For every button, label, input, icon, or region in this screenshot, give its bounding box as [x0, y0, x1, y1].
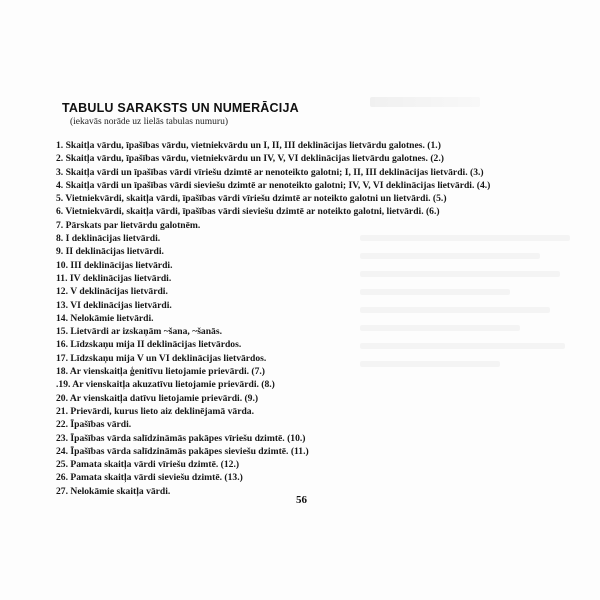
list-item: 15. Lietvārdi ar izskaņām ~šana, ~šanās.: [56, 326, 222, 338]
list-item: 16. Līdzskaņu mija II deklinācijas lietvārdos.: [56, 339, 242, 351]
page-title: TABULU SARAKSTS UN NUMERĀCIJA: [62, 101, 299, 115]
list-item: 4. Skaitļa vārdi un īpašības vārdi sieviešu dzimtē ar nenoteikto galotni; IV, V, VI deklinācijas lietvārdi. (4.): [56, 179, 491, 191]
table-list: [56, 139, 556, 498]
list-item: 2. Skaitļa vārdu, īpašības vārdu, vietniekvārdu un IV, V, VI deklinācijas lietvārdu galotnes. (2.): [56, 153, 444, 165]
list-item: 14. Nelokāmie lietvārdi.: [56, 312, 154, 324]
bleed-through-heading: [370, 97, 480, 107]
list-item: 17. Līdzskaņu mija V un VI deklinācijas lietvārdos.: [56, 352, 267, 364]
page-number: 56: [296, 494, 307, 506]
list-item: 13. VI deklinācijas lietvārdi.: [56, 299, 172, 311]
list-item: 8. I deklinācijas lietvārdi.: [56, 233, 161, 245]
list-item: 20. Ar vienskaitļa datīvu lietojamie prievārdi. (9.): [56, 392, 259, 404]
list-item: 9. II deklinācijas lietvārdi.: [56, 246, 164, 258]
list-item: 27. Nelokāmie skaitļa vārdi.: [56, 485, 171, 497]
list-item: .19. Ar vienskaitļa akuzatīvu lietojamie prievārdi. (8.): [56, 379, 275, 391]
list-item: 21. Prievārdi, kurus lieto aiz deklinējamā vārda.: [56, 405, 254, 417]
list-item: 1. Skaitļa vārdu, īpašības vārdu, vietniekvārdu un I, II, III deklinācijas lietvārdu galotnes. (1.): [56, 140, 441, 151]
list-item: 11. IV deklinācijas lietvārdi.: [56, 272, 172, 284]
list-item: 18. Ar vienskaitļa ģenitīvu lietojamie prievārdi. (7.): [56, 366, 266, 378]
list-item: 26. Pamata skaitļa vārdi sieviešu dzimtē. (13.): [56, 472, 243, 484]
list-item: 5. Vietniekvārdi, skaitļa vārdi, īpašības vārdi vīriešu dzimtē ar noteikto galotni un lietvārdi. (5.): [56, 193, 447, 205]
list-item: 23. Īpašības vārda salīdzināmās pakāpes vīriešu dzimtē. (10.): [56, 432, 306, 444]
page-subtitle: (iekavās norāde uz lielās tabulas numuru): [70, 117, 229, 127]
list-item: 22. Īpašības vārdi.: [56, 419, 132, 431]
list-item: 10. III deklinācijas lietvārdi.: [56, 259, 173, 271]
list-item: 3. Skaitļa vārdi un īpašības vārdi vīriešu dzimtē ar nenoteikto galotni; I, II, III deklinācijas lietvārdi. (3.): [56, 166, 484, 178]
list-item: 25. Pamata skaitļa vārdi vīriešu dzimtē. (12.): [56, 459, 240, 471]
list-item: 12. V deklinācijas lietvārdi.: [56, 286, 168, 298]
list-item: 7. Pārskats par lietvārdu galotnēm.: [56, 219, 201, 231]
list-item: 24. Īpašības vārda salīdzināmās pakāpes sieviešu dzimtē. (11.): [56, 445, 309, 457]
list-item: 6. Vietniekvārdi, skaitļa vārdi, īpašības vārdi sieviešu dzimtē ar noteikto galotni, lietvārdi. (6.): [56, 206, 440, 218]
